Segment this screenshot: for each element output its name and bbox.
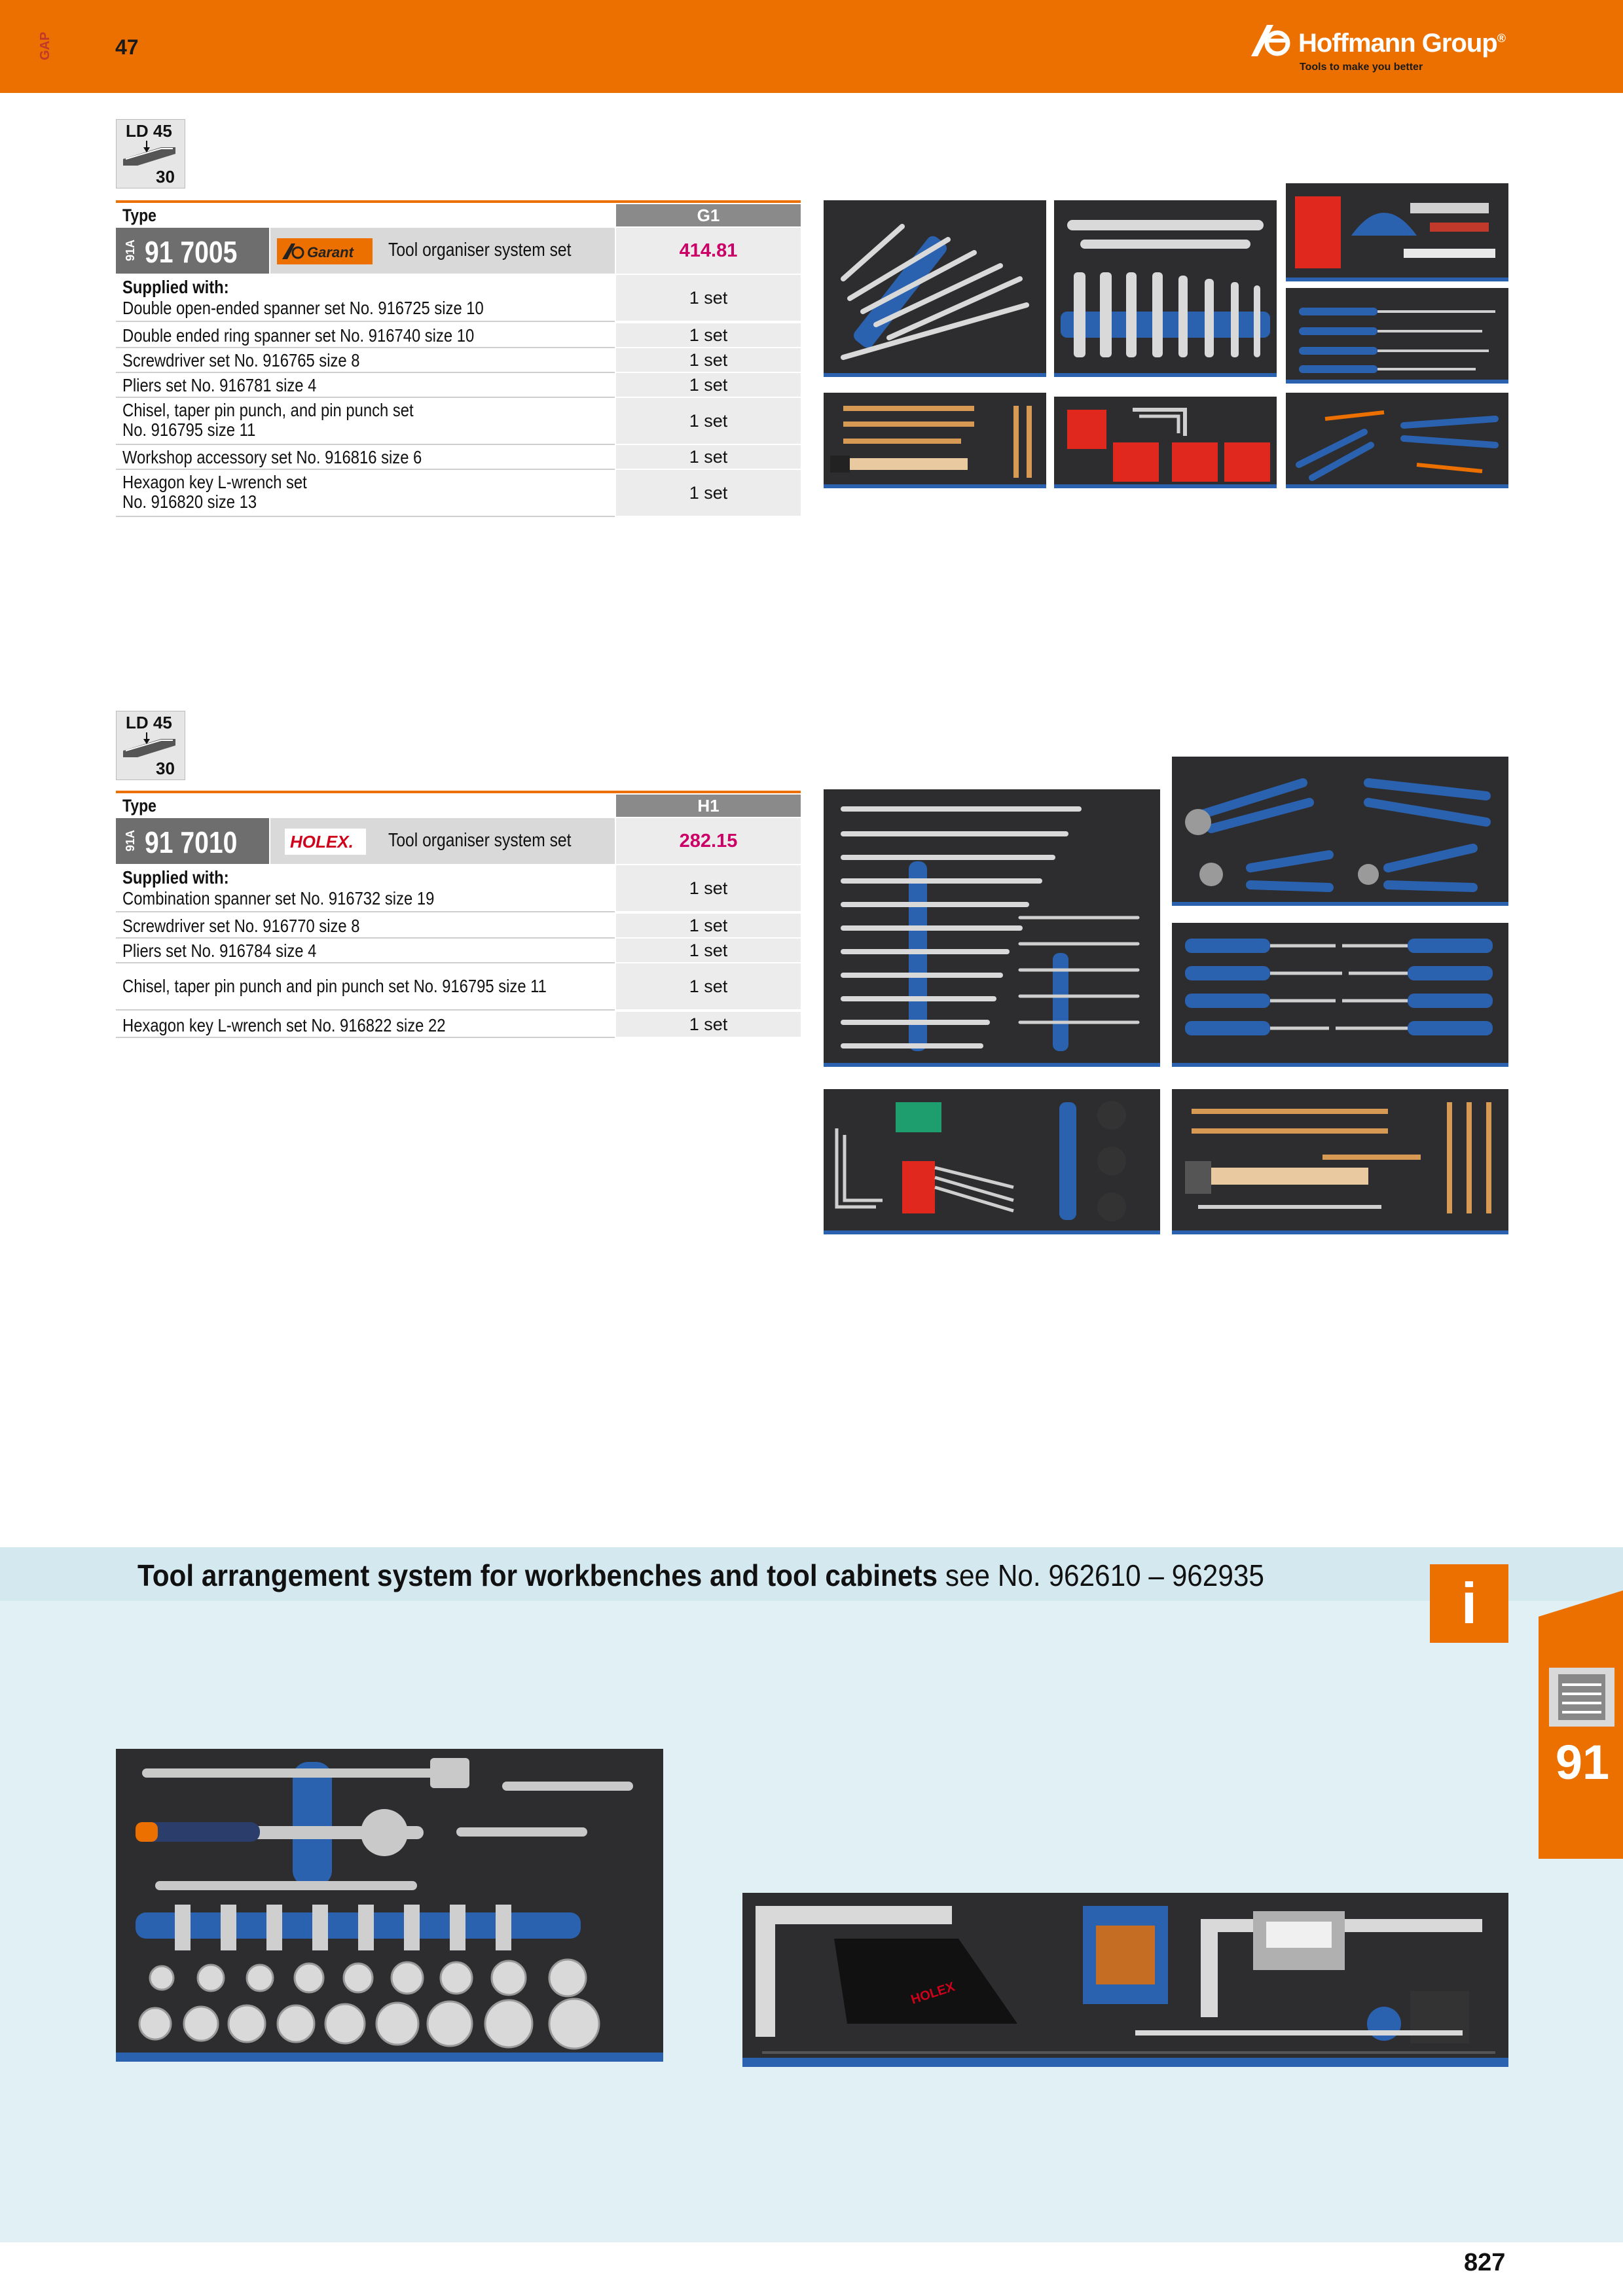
product-description: Tool organiser system set <box>388 240 572 260</box>
product-table-917010 <box>116 791 801 1039</box>
product-description: Tool organiser system set <box>388 830 572 851</box>
foam-tray-holex-hex-keys-photo <box>824 1089 1160 1234</box>
item-qty: 1 set <box>616 1012 801 1037</box>
screwdriver-set-illustration <box>1286 288 1508 384</box>
measuring-tools-illustration <box>742 1893 1508 2067</box>
foam-tray-pliers-photo <box>1286 393 1508 488</box>
holex-logo-icon <box>285 829 380 855</box>
info-banner-reference: see No. 962610 – 962935 <box>938 1558 1264 1592</box>
list-item <box>116 939 801 963</box>
garant-brand-text: Garant <box>307 244 354 260</box>
foam-tray-open-ended-spanners-photo <box>824 200 1046 377</box>
item-qty: 1 set <box>616 398 801 444</box>
accessories-illustration <box>1286 183 1508 281</box>
foam-tray-workshop-accessories-photo <box>1286 183 1508 281</box>
logo-text: Hoffmann Group® <box>1298 29 1505 58</box>
article-prefix: 91A <box>124 830 137 852</box>
holex-brand-text: HOLEX. <box>290 832 354 852</box>
chisel-set-illustration <box>824 393 1046 488</box>
list-item <box>116 323 801 348</box>
foam-tray-chisels-photo <box>824 393 1046 488</box>
load-shelf-icon <box>120 731 179 761</box>
foam-tray-holex-screwdrivers-photo <box>1172 923 1508 1067</box>
list-item <box>116 398 801 445</box>
list-item <box>116 470 801 517</box>
holex-hex-key-illustration <box>824 1089 1160 1234</box>
holex-screwdriver-illustration <box>1172 923 1508 1067</box>
list-item <box>116 348 801 373</box>
foam-tray-socket-set-photo <box>116 1749 663 2062</box>
item-text: Chisel, taper pin punch, and pin punch set <box>122 400 414 420</box>
item-qty: 1 set <box>616 275 801 321</box>
logo-tagline: Tools to make you better <box>1300 62 1423 73</box>
type-row <box>116 204 801 226</box>
article-prefix: 91A <box>124 240 137 262</box>
item-text: Combination spanner set No. 916732 size 19 <box>122 888 435 908</box>
list-item <box>116 914 801 939</box>
price: 282.15 <box>616 818 801 864</box>
double-spanner-illustration <box>1054 200 1277 377</box>
item-text: Screwdriver set No. 916770 size 8 <box>122 916 360 936</box>
item-qty: 1 set <box>616 865 801 911</box>
info-banner-bold-text: Tool arrangement system for workbenches and tool cabinets <box>137 1558 938 1592</box>
ld-size: 30 <box>156 759 175 778</box>
item-text: Hexagon key L-wrench set <box>122 472 307 492</box>
info-banner-text[interactable] <box>137 1558 1264 1593</box>
ld-size: 30 <box>156 167 175 187</box>
table-top-rule <box>116 791 801 793</box>
foam-tray-holex-pliers-photo <box>1172 757 1508 906</box>
item-qty: 1 set <box>616 373 801 397</box>
svg-text:HOLEX: HOLEX <box>909 1979 957 2007</box>
description-cell <box>270 228 615 274</box>
item-qty: 1 set <box>616 348 801 372</box>
item-qty: 1 set <box>616 939 801 962</box>
list-item <box>116 445 801 470</box>
item-qty: 1 set <box>616 963 801 1009</box>
hoffmann-group-logo[interactable] <box>1247 18 1509 77</box>
foam-tray-screwdrivers-photo <box>1286 288 1508 384</box>
tool-cabinet-icon <box>1549 1668 1614 1727</box>
item-qty: 1 set <box>616 323 801 347</box>
product-table-917005 <box>116 200 801 521</box>
item-qty: 1 set <box>616 445 801 469</box>
row-divider <box>116 1037 615 1038</box>
foam-tray-double-spanners-photo <box>1054 200 1277 377</box>
item-text: Double ended ring spanner set No. 916740 size 10 <box>122 325 475 346</box>
spanner-set-illustration <box>824 200 1046 377</box>
supplied-heading: Supplied with: <box>122 867 229 888</box>
supplied-heading: Supplied with: <box>122 277 229 297</box>
list-item <box>116 275 801 323</box>
row-divider <box>116 321 615 322</box>
margin-code: GAP <box>38 31 52 60</box>
pliers-set-illustration <box>1286 393 1508 488</box>
type-row <box>116 795 801 817</box>
list-item <box>116 865 801 914</box>
article-number-cell[interactable] <box>116 818 269 864</box>
table-top-rule <box>116 200 801 203</box>
foam-tray-measuring-tools-photo <box>742 1893 1508 2067</box>
ld-badge <box>116 119 185 188</box>
item-text: Hexagon key L-wrench set No. 916822 size 22 <box>122 1015 446 1035</box>
list-item <box>116 963 801 1012</box>
description-cell <box>270 818 615 864</box>
ld-badge <box>116 711 185 780</box>
article-row[interactable] <box>116 228 801 274</box>
info-icon[interactable]: i <box>1430 1564 1508 1643</box>
item-text: Pliers set No. 916784 size 4 <box>122 941 317 961</box>
item-text: Double open-ended spanner set No. 916725 size 10 <box>122 298 484 318</box>
socket-set-illustration <box>116 1749 663 2062</box>
ld-label: LD 45 <box>126 713 172 732</box>
hex-key-illustration <box>1054 397 1277 488</box>
item-qty: 1 set <box>616 470 801 516</box>
row-divider <box>116 516 615 517</box>
foam-tray-holex-chisels-photo <box>1172 1089 1508 1234</box>
page-number: 827 <box>1464 2249 1506 2276</box>
row-divider <box>116 911 615 912</box>
garant-logo-icon <box>277 238 373 264</box>
hoffmann-logo-icon <box>1247 18 1297 60</box>
article-number: 91 7005 <box>145 235 238 269</box>
foam-tray-combination-spanners-photo <box>824 789 1160 1067</box>
article-number-cell[interactable] <box>116 228 269 274</box>
holex-pliers-illustration <box>1172 757 1508 906</box>
item-text-line2: No. 916820 size 13 <box>122 492 257 512</box>
row-divider <box>116 1009 615 1011</box>
price: 414.81 <box>616 228 801 274</box>
chapter-number: 91 <box>1555 1735 1610 1789</box>
combination-spanner-illustration <box>824 789 1160 1067</box>
item-text-line2: No. 916795 size 11 <box>122 420 256 440</box>
type-label: Type <box>122 206 156 225</box>
item-text: Workshop accessory set No. 916816 size 6 <box>122 447 422 467</box>
page-reference: 47 <box>115 35 139 59</box>
type-label: Type <box>122 796 156 816</box>
item-qty: 1 set <box>616 914 801 937</box>
list-item <box>116 373 801 398</box>
type-code: G1 <box>616 204 801 226</box>
foam-tray-hex-keys-photo <box>1054 397 1277 488</box>
list-item <box>116 1012 801 1038</box>
ld-label: LD 45 <box>126 121 172 141</box>
article-row[interactable] <box>116 818 801 864</box>
item-text: Pliers set No. 916781 size 4 <box>122 375 317 395</box>
load-shelf-icon <box>120 139 179 170</box>
holex-chisel-illustration <box>1172 1089 1508 1234</box>
article-number: 91 7010 <box>145 825 238 859</box>
item-text: Screwdriver set No. 916765 size 8 <box>122 350 360 370</box>
item-text: Chisel, taper pin punch and pin punch set No. 916795 size 11 <box>122 976 547 996</box>
type-code: H1 <box>616 795 801 817</box>
